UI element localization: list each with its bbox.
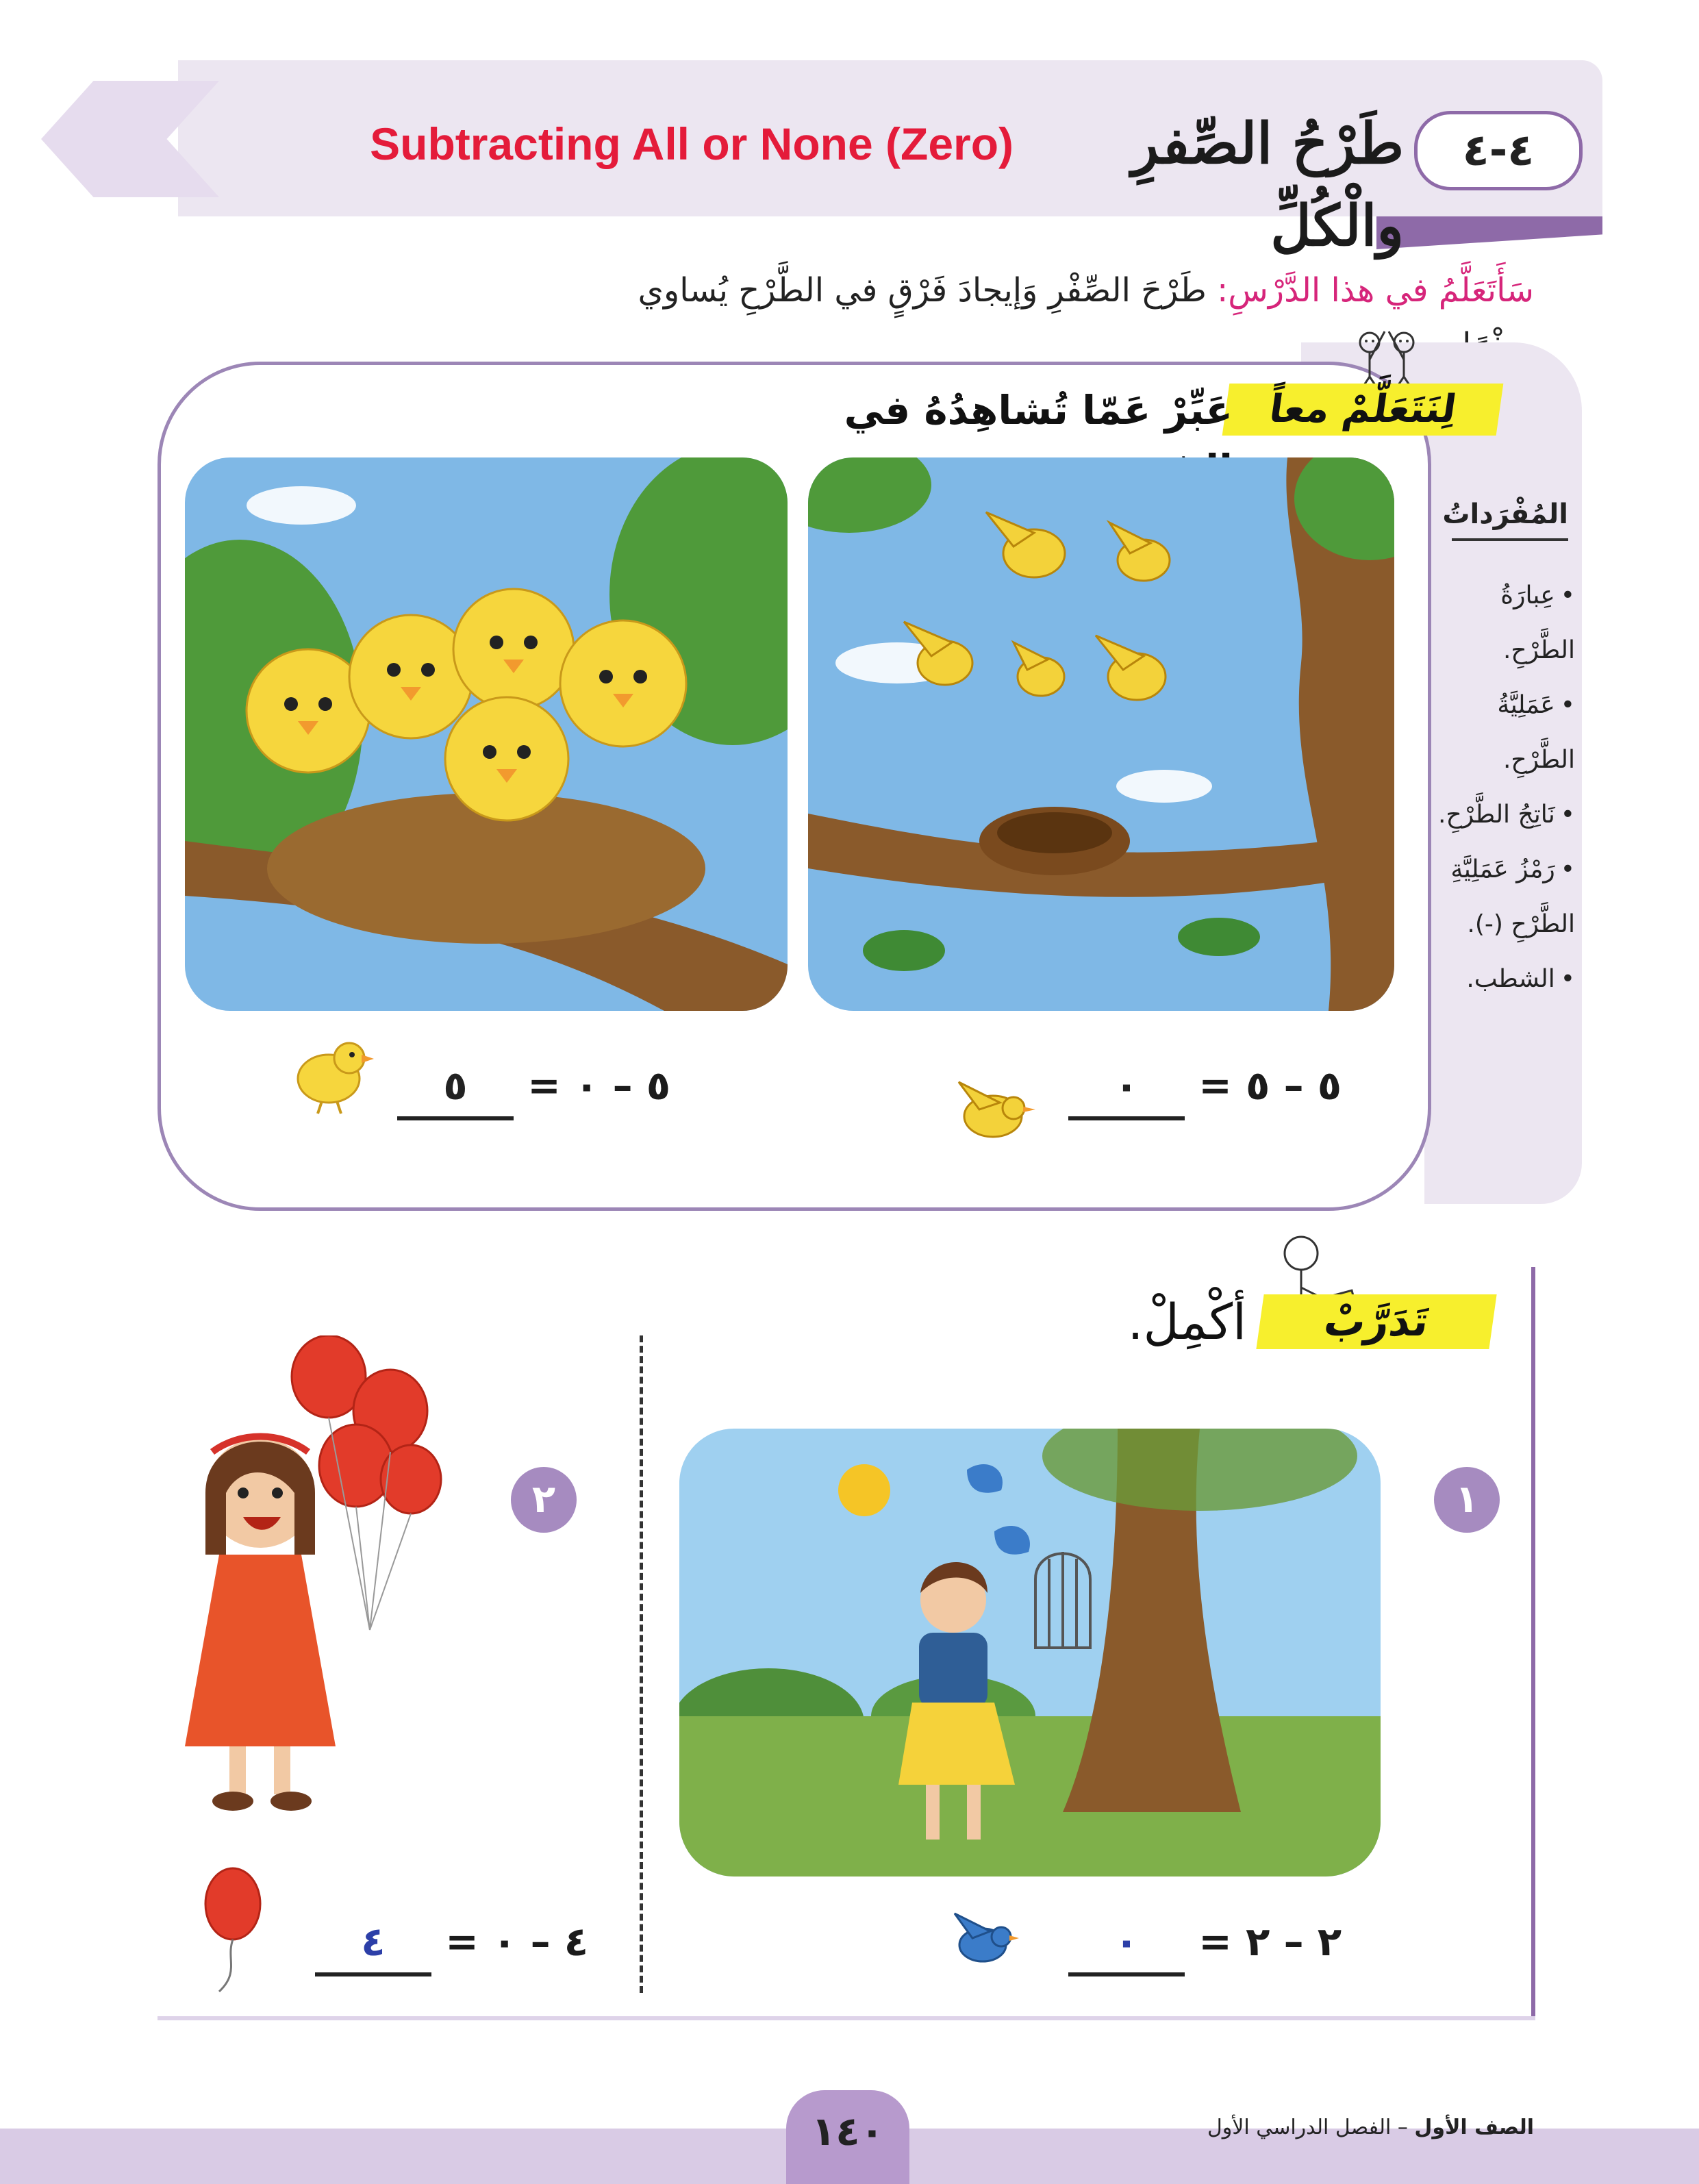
answer-blank[interactable]: ٥ [397,1055,514,1120]
kids-high-five-icon [1342,322,1431,390]
equation-expression: ٢ – ٢ = [1198,1918,1342,1965]
equation-birds-away [1068,1055,1342,1116]
equation-birds-stay [397,1055,670,1116]
header-flap [1376,216,1602,249]
practice-equation-2 [315,1911,588,1972]
birds-in-nest-image [185,457,788,1011]
lesson-number-badge: ٤-٤ [1414,111,1583,190]
vocab-item: • عَمَلِيَّةُ الطَّرْحِ. [1424,678,1575,788]
birds-flying-away-image [808,457,1394,1011]
vocab-list [1424,568,1575,1007]
objective-label: سَأَتَعَلَّمُ في هذا الدَّرْسِ: [1217,271,1534,310]
objective-text: طَرْحَ الصِّفْرِ وَإيجادَ فَرْقٍ في الطَّرْحِ يُساوي [638,271,1207,310]
practice-frame-right [1531,1267,1535,2020]
exercise-number-1: ١ [1434,1467,1500,1533]
practice-frame-bottom [158,2016,1535,2020]
footer-term: – الفصل الدراسي الأول [1207,2116,1408,2139]
answer-blank[interactable]: ٤ [315,1911,431,1976]
vocab-title: المُفْرَداتُ [1452,490,1568,541]
practice-equation-1 [1068,1911,1342,1972]
dashed-divider [640,1335,643,1993]
red-balloon-icon [199,1863,267,1993]
equation-expression: ٥ – ٥ = [1198,1062,1342,1109]
lesson-objective [616,263,1534,318]
girl-with-balloons-image [158,1335,459,1815]
practice-label: تَدَرَّبْ [1256,1294,1496,1349]
answer-blank[interactable]: ٠ [1068,1911,1185,1976]
chick-icon [274,1027,377,1116]
equation-expression: ٤ – ٠ = [445,1918,589,1965]
page-number: ١٤٠ [786,2090,909,2184]
bird-icon [945,1068,1041,1151]
practice-instruction: أكْمِلْ. [1127,1293,1246,1351]
equation-expression: ٥ – ٠ = [527,1062,671,1109]
vocab-item: • رَمْزُ عَمَلِيَّةِ الطَّرْحِ (-). [1424,842,1575,952]
footer-grade-term [1109,2111,1534,2145]
blue-bird-icon [945,1904,1020,1972]
vocab-item: • نَاتِجُ الطَّرْحِ. [1424,788,1575,842]
answer-blank[interactable]: ٠ [1068,1055,1185,1120]
learn-instruction: عَبِّرْ عَمّا تُشاهِدُهُ في [844,387,1233,434]
vocab-item: • عِبارَةُ الطَّرْحِ. [1424,568,1575,678]
footer-grade: الصف الأول [1414,2116,1534,2139]
lesson-title-arabic: طَرْحُ الصِّفرِ والْكُلِّ [1131,111,1404,259]
exercise-number-2: ٢ [511,1467,577,1533]
learn-together-label: لِنَتَعَلَّمْ معاً [1222,384,1504,436]
vocab-item: • الشطب. [1424,952,1575,1007]
lesson-title-english: Subtracting All or None (Zero) [370,118,1014,169]
girl-in-park-image [679,1429,1381,1877]
